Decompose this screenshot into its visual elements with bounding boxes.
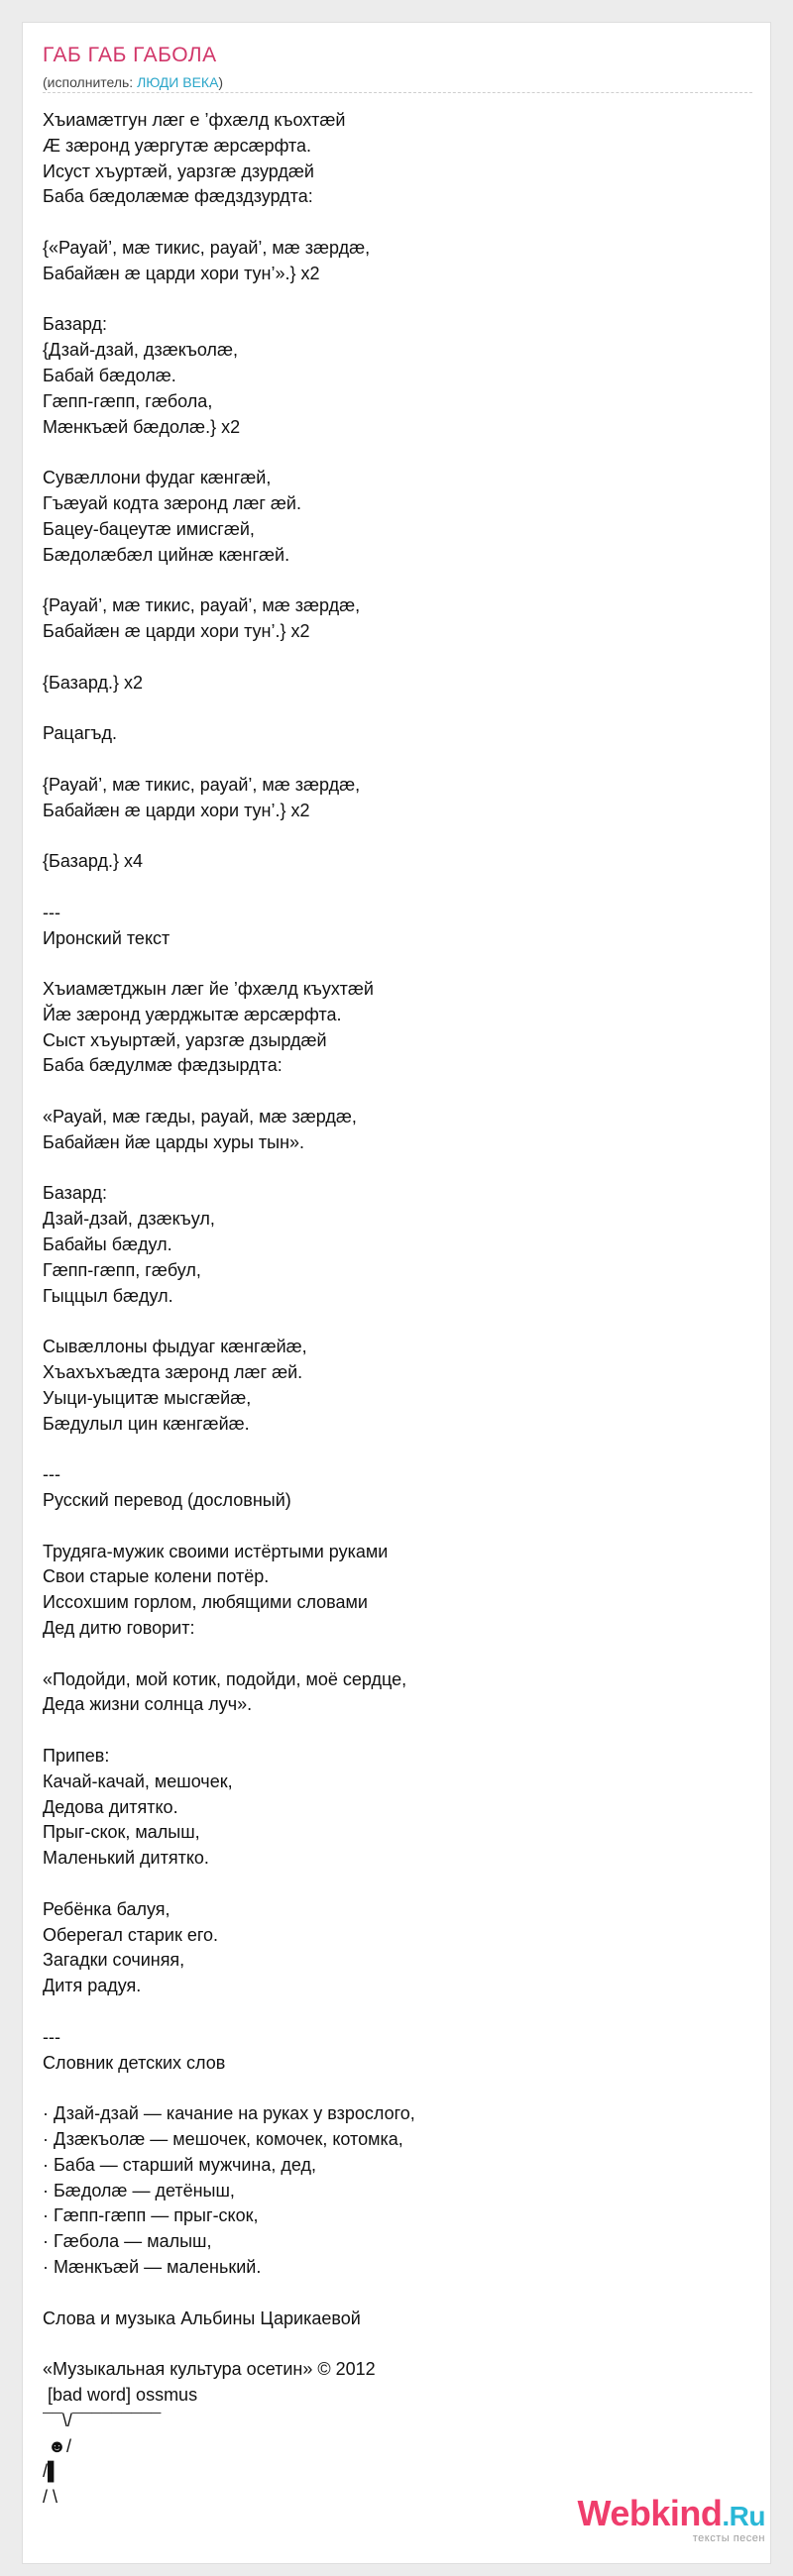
- lyric-line: Рацагъд.: [43, 723, 118, 744]
- lyric-line: «Подойди, мой котик, подойди, моё сердце,: [43, 1668, 407, 1689]
- lyric-line: Свои старые колени потёр.: [43, 1566, 270, 1587]
- lyric-line: Ребёнка балуя,: [43, 1898, 170, 1919]
- lyric-line: Æ зæронд уæргутæ æрсæрфта.: [43, 135, 312, 156]
- lyric-line: Иронский текст: [43, 927, 170, 948]
- lyric-line: Базард:: [43, 1183, 107, 1204]
- lyric-line: Бабайæн æ царди хори тун’.} x2: [43, 800, 310, 820]
- lyric-line: / \: [43, 2487, 58, 2508]
- lyric-line: Базард:: [43, 314, 107, 335]
- lyric-line: ☻/: [43, 2435, 71, 2456]
- lyric-line: [43, 1514, 752, 1540]
- lyric-line: Качай-качай, мешочек,: [43, 1771, 233, 1791]
- lyric-line: {Рауай’, мæ тикис, рауай’, мæ зæрдæ,: [43, 774, 361, 795]
- lyric-line: ---: [43, 2026, 60, 2047]
- lyric-line: {Базард.} x4: [43, 851, 144, 872]
- lyric-line: [43, 2076, 752, 2101]
- lyric-line: Гыццыл бæдул.: [43, 1285, 173, 1306]
- lyric-line: Деда жизни солнца луч».: [43, 1694, 253, 1715]
- lyric-line: Русский перевод (дословный): [43, 1490, 291, 1511]
- watermark-tagline: тексты песен: [692, 2532, 765, 2544]
- lyric-line: [43, 210, 752, 236]
- lyric-line: ---: [43, 1464, 60, 1485]
- lyric-line: {Дзай-дзай, дзæкъолæ,: [43, 340, 238, 361]
- lyric-line: [43, 1999, 752, 2025]
- lyric-line: Иссохшим горлом, любящими словами: [43, 1592, 368, 1613]
- lyric-line: [43, 2281, 752, 2307]
- lyric-line: Уыци-уыцитæ мысгæйæ,: [43, 1387, 252, 1408]
- lyric-line: Сывæллоны фыдуаг кæнгæйæ,: [43, 1337, 307, 1357]
- lyric-line: Гъæуай кодта зæронд лæг æй.: [43, 492, 301, 513]
- lyric-line: Трудяга-мужик своими истёртыми руками: [43, 1541, 389, 1561]
- lyric-line: [43, 2331, 752, 2357]
- lyric-line: «Рауай, мæ гæды, рауай, мæ зæрдæ,: [43, 1107, 357, 1127]
- lyric-line: Хъиамæтджын лæг йе ’фхæлд къухтæй: [43, 979, 374, 1000]
- lyric-line: {Базард.} x2: [43, 672, 144, 693]
- lyric-line: · Гæбола — малыш,: [43, 2231, 212, 2252]
- lyric-line: Дедова дитятко.: [43, 1796, 178, 1817]
- lyric-line: Бабайы бæдул.: [43, 1234, 172, 1255]
- performer-suffix: ): [218, 74, 224, 90]
- lyric-line: [43, 1309, 752, 1335]
- lyric-line: Сыст хъуыртæй, уарзгæ дзырдæй: [43, 1029, 327, 1050]
- lyric-line: · Мæнкъæй — маленький.: [43, 2256, 262, 2277]
- lyric-line: Баба бæдолæмæ фæдздзурдта:: [43, 186, 313, 207]
- lyric-line: Мæнкъæй бæдолæ.} x2: [43, 416, 241, 437]
- lyric-line: [43, 747, 752, 773]
- lyric-line: Бацеу-бацеутæ имисгæй,: [43, 518, 255, 539]
- lyric-line: Гæпп-гæпп, гæбола,: [43, 390, 213, 411]
- lyric-line: [43, 823, 752, 849]
- lyric-line: Дзай-дзай, дзæкъул,: [43, 1209, 215, 1230]
- lyric-line: Йæ зæронд уæрджытæ æрсæрфта.: [43, 1004, 342, 1024]
- lyric-line: {«Рауай’, мæ тикис, рауай’, мæ зæрдæ,: [43, 237, 371, 258]
- lyric-line: · Гæпп-гæпп — прыг-скок,: [43, 2205, 259, 2226]
- lyric-line: · Дзæкъолæ — мешочек, комочек, котомка,: [43, 2128, 403, 2149]
- lyric-line: {Рауай’, мæ тикис, рауай’, мæ зæрдæ,: [43, 595, 361, 616]
- lyric-line: [43, 1156, 752, 1182]
- watermark-brand-main: Webkind: [577, 2493, 723, 2533]
- lyric-line: · Бæдолæ — детёныш,: [43, 2180, 235, 2200]
- lyric-line: Хъахъхъæдта зæронд лæг æй.: [43, 1362, 303, 1383]
- performer-line: [43, 73, 223, 91]
- lyric-line: Бæдулыл цин кæнгæйæ.: [43, 1413, 250, 1434]
- lyric-line: ¯¯\/¯¯¯¯¯¯¯¯¯: [43, 2410, 162, 2430]
- lyric-line: [43, 287, 752, 313]
- lyric-line: Маленький дитятко.: [43, 1848, 209, 1869]
- lyric-line: ---: [43, 902, 60, 922]
- lyric-line: [43, 951, 752, 977]
- header-divider: [43, 92, 752, 93]
- lyric-line: Дед дитю говорит:: [43, 1618, 195, 1639]
- lyric-line: [43, 1437, 752, 1462]
- lyric-line: Исуст хъуртæй, уарзгæ дзурдæй: [43, 161, 314, 181]
- lyric-line: Сувæллони фудаг кæнгæй,: [43, 468, 272, 488]
- lyric-line: [bad word] ossmus: [43, 2384, 198, 2405]
- lyric-line: [43, 568, 752, 593]
- lyrics-text: [43, 108, 752, 2511]
- lyric-line: Хъиамæтгун лæг е ’фхæлд къохтæй: [43, 110, 346, 130]
- lyric-line: Бæдолæбæл цийнæ кæнгæй.: [43, 544, 290, 565]
- lyric-line: [43, 1079, 752, 1105]
- lyric-line: [43, 875, 752, 901]
- lyric-line: Бабайæн æ царди хори тун’.} x2: [43, 620, 310, 641]
- lyric-line: · Баба — старший мужчина, дед,: [43, 2154, 316, 2175]
- song-title: ГАБ ГАБ ГАБОЛА: [43, 44, 217, 66]
- lyric-line: Дитя радуя.: [43, 1976, 142, 1996]
- lyric-line: Оберегал старик его.: [43, 1924, 219, 1945]
- lyric-line: «Музыкальная культура осетин» © 2012: [43, 2359, 376, 2380]
- lyric-line: Словник детских слов: [43, 2052, 226, 2073]
- watermark-brand-tld: .Ru: [722, 2501, 765, 2531]
- lyric-line: [43, 645, 752, 671]
- lyric-line: [43, 1642, 752, 1667]
- lyric-line: Баба бæдулмæ фæдзырдта:: [43, 1055, 283, 1076]
- lyric-line: Гæпп-гæпп, гæбул,: [43, 1259, 201, 1280]
- lyric-line: Бабайæн йæ царды хуры тын».: [43, 1131, 305, 1152]
- lyric-line: Прыг-скок, малыш,: [43, 1822, 200, 1843]
- lyric-line: Загадки сочиняя,: [43, 1950, 185, 1971]
- lyric-line: [43, 1718, 752, 1744]
- lyrics-card: [22, 22, 771, 2564]
- lyric-line: Слова и музыка Альбины Царикаевой: [43, 2308, 361, 2328]
- site-watermark: [578, 2495, 765, 2544]
- performer-prefix: (исполнитель:: [43, 74, 138, 90]
- lyric-line: /▌: [43, 2461, 60, 2482]
- performer-link[interactable]: ЛЮДИ ВЕКА: [137, 74, 219, 90]
- lyric-line: Бабайæн æ царди хори тун’».} x2: [43, 263, 320, 283]
- lyric-line: Бабай бæдолæ.: [43, 365, 176, 385]
- lyric-line: Припев:: [43, 1746, 110, 1766]
- lyric-line: [43, 1872, 752, 1897]
- lyric-line: [43, 696, 752, 721]
- watermark-logo: [578, 2495, 765, 2535]
- lyric-line: · Дзай-дзай — качание на руках у взрослого,: [43, 2103, 415, 2124]
- lyric-line: [43, 440, 752, 466]
